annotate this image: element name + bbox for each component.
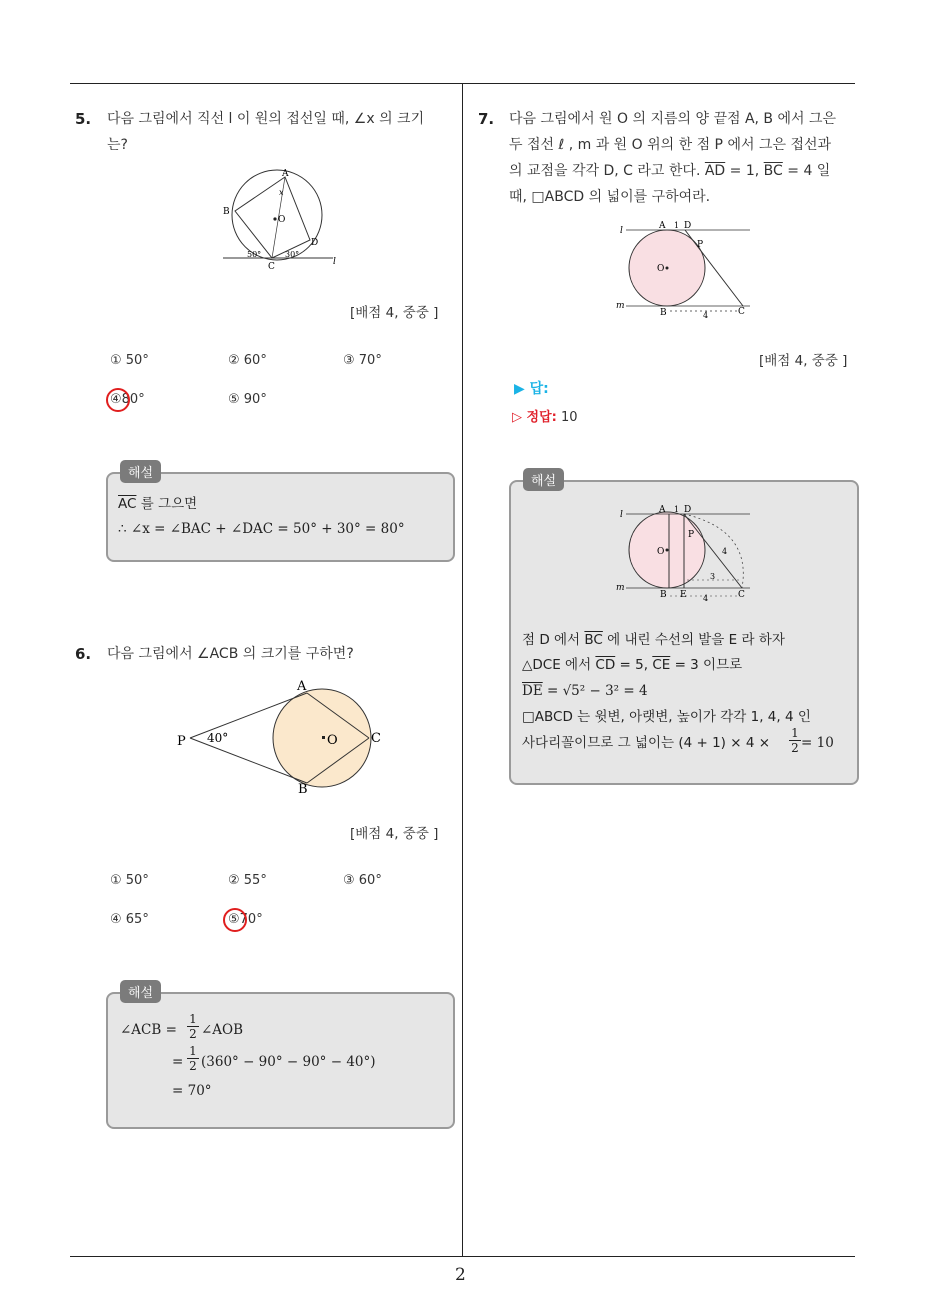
q6-choice-5-value: 70° <box>239 912 263 927</box>
q6-expl-line2-eq: = <box>172 1054 184 1070</box>
q7-seg-bc: $\overline{BC}$ <box>763 163 783 179</box>
q7-expl-label-four-bottom: 4 <box>703 594 709 603</box>
q6-choice-4[interactable]: ④ 65° <box>110 912 149 927</box>
q5-label-30: 30° <box>285 250 300 259</box>
q5-text-line1: 다음 그림에서 직선 l 이 원의 접선일 때, ∠x 의 크기 <box>107 111 425 127</box>
q5-label-50: 50° <box>247 250 262 259</box>
q6-selected-ring <box>223 908 247 932</box>
q6-frac1-num: 1 <box>189 1012 197 1026</box>
q7-expl-label-D: D <box>684 505 692 515</box>
q6-number: 6. <box>75 645 92 663</box>
q5-expl-line1 <box>118 492 197 517</box>
q5-score: [배점 4, 중중 ] <box>350 305 439 321</box>
q7-expl-line2 <box>522 653 742 678</box>
q6-label-O: O <box>327 733 338 748</box>
q7-correct-row <box>512 406 578 425</box>
q6-choice-3[interactable]: ③ 60° <box>343 873 382 888</box>
q6-text: 다음 그림에서 ∠ACB 의 크기를 구하면? <box>107 646 354 662</box>
q7-label-l: l <box>620 226 623 236</box>
q7-text-line3-b: = 1, <box>725 163 764 179</box>
q7-seg-ad: $\overline{AD}$ <box>704 163 726 179</box>
q6-choice-2[interactable]: ② 55° <box>228 873 267 888</box>
q7-text-line3-a: 의 교점을 각각 D, C 라고 한다. <box>509 163 705 179</box>
q6-frac1-den: 2 <box>189 1027 197 1041</box>
q6-expl-line1 <box>120 1018 177 1043</box>
q7-expl-line3 <box>522 679 648 704</box>
q7-expl-l5-a: 사다리꼴이므로 그 넓이는 (4 + 1) × 4 × <box>522 735 771 751</box>
q5-choice-4-value: 80° <box>121 392 145 407</box>
q7-expl-seg-bc: $\overline{BC}$ <box>584 632 603 648</box>
q6-label-A: A <box>297 679 307 694</box>
q7-expl-frac <box>789 726 801 755</box>
q7-expl-label-m: m <box>616 583 625 593</box>
q7-expl-l5-b: = 10 <box>801 735 834 751</box>
q5-quadrilateral <box>235 177 310 258</box>
q5-label-C: C <box>268 262 275 272</box>
q5-label-B: B <box>223 207 230 217</box>
q7-label-m: m <box>616 301 625 311</box>
q6-expl-line2: (360° − 90° − 90° − 40°) <box>201 1054 376 1070</box>
q5-label-O: O <box>278 215 286 225</box>
q7-text-line3-c: = 4 일 <box>782 163 831 179</box>
q7-expl-seg-ce: $\overline{CE}$ <box>652 657 671 673</box>
q7-expl-center-dot <box>666 549 669 552</box>
q5-explanation-tag: 해설 <box>120 460 161 483</box>
q7-expl-seg-cd: $\overline{CD}$ <box>595 657 616 673</box>
q7-expl-l1-a: 점 D 에서 <box>522 632 585 648</box>
q7-expl-seg-de: $\overline{DE}$ <box>522 683 543 699</box>
q7-expl-line1 <box>522 628 785 653</box>
q5-number: 5. <box>75 110 92 128</box>
q6-frac2-den: 2 <box>189 1059 197 1073</box>
q6-choice-1[interactable]: ① 50° <box>110 873 149 888</box>
bottom-rule <box>70 1256 855 1257</box>
q7-expl-label-E: E <box>680 590 687 600</box>
q7-text-line2: 두 접선 ℓ , m 과 원 O 위의 한 점 P 에서 그은 접선과 <box>509 137 832 153</box>
q5-label-x: x <box>279 188 284 197</box>
q7-label-A: A <box>659 221 666 231</box>
q7-label-B: B <box>660 308 667 318</box>
page-number: 2 <box>455 1265 466 1285</box>
q7-expl-l1-b: 에 내린 수선의 발을 E 라 하자 <box>602 632 785 648</box>
q7-center-dot <box>666 267 669 270</box>
q5-choice-5[interactable]: ⑤ 90° <box>228 392 267 407</box>
q7-expl-l3-rest: = √5² − 3² = 4 <box>542 683 648 699</box>
q7-label-C: C <box>738 307 745 317</box>
q7-expl-l2-b: = 5, <box>615 657 653 673</box>
q6-frac1 <box>187 1012 199 1041</box>
q7-expl-label-B: B <box>660 590 667 600</box>
q6-expl-line3: = 70° <box>172 1083 212 1099</box>
q6-explanation-tag: 해설 <box>120 980 161 1003</box>
q5-figure <box>215 165 345 275</box>
q7-expl-l2-a: △DCE 에서 <box>522 657 596 673</box>
q7-expl-label-A: A <box>659 505 666 515</box>
q5-choice-2[interactable]: ② 60° <box>228 353 267 368</box>
q6-frac2 <box>187 1044 199 1073</box>
q7-label-four: 4 <box>703 311 709 320</box>
q6-frac2-num: 1 <box>189 1044 197 1058</box>
q7-correct-value: 10 <box>560 410 578 425</box>
q7-expl-label-four: 4 <box>722 547 728 556</box>
q5-choice-4-mark: ④ <box>110 392 122 407</box>
q5-expl-line1-rest: 를 그으면 <box>136 496 198 512</box>
q7-expl-label-C: C <box>738 590 745 600</box>
q5-selected-ring <box>106 388 130 412</box>
q6-label-P: P <box>177 734 186 749</box>
q7-text-line4: 때, □ABCD 의 넓이를 구하여라. <box>509 189 711 205</box>
q5-expl-segment-ac: $\overline{AC}$ <box>118 496 137 512</box>
q6-score: [배점 4, 중중 ] <box>350 826 439 842</box>
q7-label-O: O <box>657 264 665 274</box>
q6-label-B: B <box>298 782 308 797</box>
q7-expl-label-O: O <box>657 547 665 557</box>
q6-choice-5-mark: ⑤ <box>228 912 240 927</box>
q6-figure <box>172 675 392 800</box>
q7-expl-l2-c: = 3 이므로 <box>670 657 743 673</box>
q7-expl-label-l: l <box>620 510 623 520</box>
q7-text-line3 <box>509 158 830 184</box>
q6-label-C: C <box>371 731 381 746</box>
q7-explanation-tag: 해설 <box>523 468 564 491</box>
q7-correct-label: ▷ 정답: <box>512 410 557 425</box>
q5-label-A: A <box>282 169 289 179</box>
q5-label-D: D <box>311 238 319 248</box>
q5-center-dot <box>273 217 276 220</box>
q5-text-line2: 는? <box>107 137 128 153</box>
q7-expl-line5 <box>522 731 770 756</box>
q7-number: 7. <box>478 110 495 128</box>
q7-score: [배점 4, 중중 ] <box>759 353 848 369</box>
q5-choice-1[interactable]: ① 50° <box>110 353 149 368</box>
q7-expl-label-three: 3 <box>710 572 716 581</box>
q7-expl-label-one: 1 <box>674 505 680 514</box>
q7-expl-label-P: P <box>688 530 695 540</box>
q7-expl-figure <box>612 500 757 605</box>
q5-label-l: l <box>333 257 336 267</box>
q7-expl-frac-num: 1 <box>791 726 799 740</box>
q6-expl-line1-lhs: ∠ACB = <box>120 1022 177 1038</box>
q7-text-line1: 다음 그림에서 원 O 의 지름의 양 끝점 A, B 에서 그은 <box>509 111 837 127</box>
q7-label-D: D <box>684 221 692 231</box>
q6-center-dot <box>322 736 325 739</box>
q7-figure <box>612 218 757 323</box>
q7-label-one: 1 <box>674 221 680 230</box>
q7-label-P: P <box>697 240 704 250</box>
q7-answer-label: ▶ 답: <box>514 381 549 397</box>
q5-choice-3[interactable]: ③ 70° <box>343 353 382 368</box>
q6-label-40: 40° <box>207 731 229 745</box>
q5-circle <box>232 170 322 260</box>
q7-expl-line4: □ABCD 는 윗변, 아랫변, 높이가 각각 1, 4, 4 인 <box>522 709 811 725</box>
q7-expl-frac-den: 2 <box>791 741 799 755</box>
column-divider <box>462 83 463 1257</box>
q6-expl-line1-rhs: ∠AOB <box>201 1022 244 1038</box>
q5-expl-line2: ∴ ∠x = ∠BAC + ∠DAC = 50° + 30° = 80° <box>118 521 405 537</box>
